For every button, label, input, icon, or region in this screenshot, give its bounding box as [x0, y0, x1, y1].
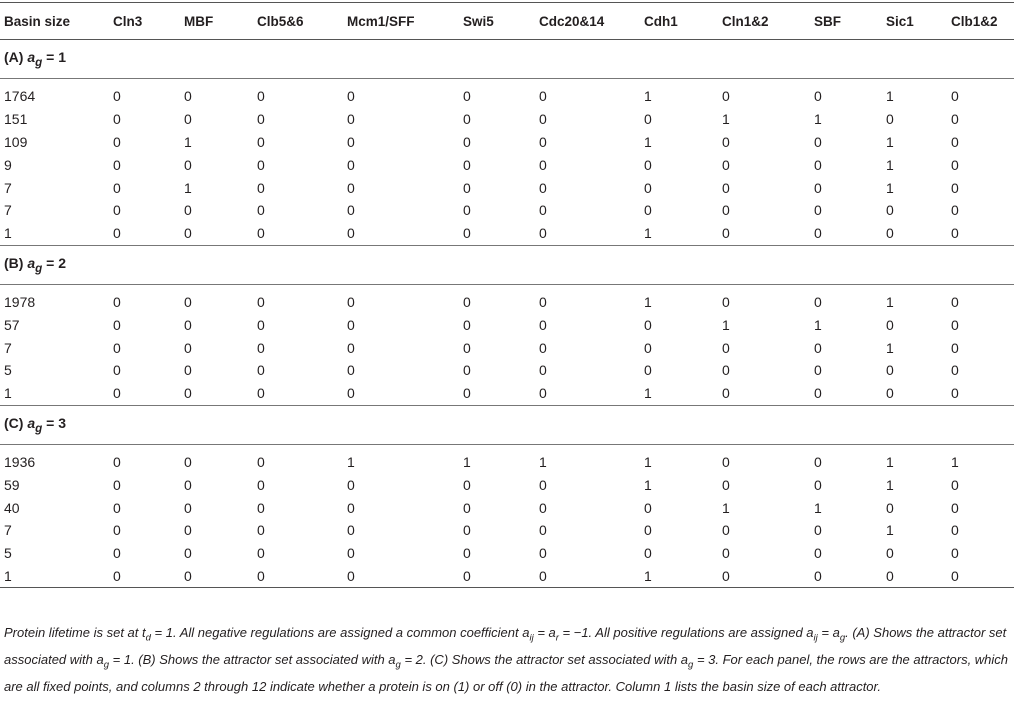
state-cell: 0 [539, 545, 547, 562]
table-row [0, 496, 1014, 519]
state-cell: 1 [644, 293, 652, 310]
state-cell: 0 [257, 133, 265, 150]
basin-size-cell: 1764 [4, 88, 36, 105]
state-cell: 0 [113, 476, 121, 493]
state-cell: 0 [347, 293, 355, 310]
section-label: (C) [4, 414, 28, 431]
state-cell: 0 [343, 565, 459, 588]
table-row [0, 473, 1014, 496]
state-cell: 0 [184, 453, 192, 470]
column-header: Cdh1 [640, 3, 718, 40]
state-cell: 0 [257, 522, 265, 539]
section-heading [0, 40, 1014, 79]
table-row [0, 565, 1014, 588]
state-cell: 1 [184, 133, 192, 150]
state-cell: 0 [814, 362, 822, 379]
state-cell: 0 [463, 225, 471, 242]
state-cell: 0 [722, 453, 730, 470]
state-cell: 0 [184, 385, 192, 402]
state-cell: 0 [184, 499, 192, 516]
state-cell: 0 [722, 385, 730, 402]
state-cell: 1 [644, 88, 652, 105]
table-row [0, 153, 1014, 176]
column-header: Sic1 [882, 3, 947, 40]
state-cell: 0 [257, 545, 265, 562]
state-cell: 0 [722, 202, 730, 219]
state-cell: 0 [644, 179, 652, 196]
state-cell: 0 [539, 156, 547, 173]
state-cell: 0 [463, 179, 471, 196]
state-cell: 0 [113, 362, 121, 379]
state-cell: 0 [644, 522, 652, 539]
state-cell: 0 [347, 499, 355, 516]
section-value: = 2 [42, 254, 66, 271]
state-cell: 0 [347, 316, 355, 333]
state-cell: 1 [814, 499, 822, 516]
state-cell: 0 [539, 339, 547, 356]
state-cell: 0 [257, 88, 265, 105]
state-cell: 0 [539, 133, 547, 150]
state-cell: 0 [539, 293, 547, 310]
state-cell: 0 [722, 156, 730, 173]
state-cell: 0 [347, 111, 355, 128]
table-row [0, 176, 1014, 199]
section-label: (A) [4, 49, 28, 66]
basin-size-cell: 57 [4, 316, 20, 333]
state-cell: 0 [951, 111, 959, 128]
state-cell: 0 [463, 522, 471, 539]
state-cell: 1 [722, 499, 730, 516]
state-cell: 0 [347, 476, 355, 493]
section-heading-row [0, 405, 1014, 444]
state-cell: 0 [644, 111, 652, 128]
state-cell: 0 [463, 385, 471, 402]
basin-size-cell: 1978 [4, 293, 36, 310]
table-row [0, 336, 1014, 359]
state-cell: 0 [722, 339, 730, 356]
state-cell: 0 [347, 179, 355, 196]
state-cell: 0 [113, 499, 121, 516]
state-cell: 0 [951, 385, 959, 402]
state-cell: 0 [347, 339, 355, 356]
table-row [0, 199, 1014, 222]
state-cell: 0 [644, 499, 652, 516]
state-cell: 0 [951, 179, 959, 196]
attractor-table [0, 2, 1014, 588]
state-cell: 0 [722, 293, 730, 310]
table-row [0, 519, 1014, 542]
state-cell: 0 [539, 88, 547, 105]
basin-size-cell: 1 [0, 565, 109, 588]
state-cell: 0 [184, 156, 192, 173]
basin-size-cell: 1 [4, 385, 12, 402]
state-cell: 0 [814, 339, 822, 356]
state-cell: 0 [184, 293, 192, 310]
state-cell: 0 [184, 88, 192, 105]
state-cell: 0 [814, 179, 822, 196]
state-cell: 0 [113, 293, 121, 310]
state-cell: 0 [951, 202, 959, 219]
state-cell: 0 [257, 111, 265, 128]
state-cell: 0 [644, 339, 652, 356]
state-cell: 0 [886, 316, 894, 333]
state-cell: 0 [463, 133, 471, 150]
state-cell: 0 [347, 362, 355, 379]
state-cell: 0 [722, 362, 730, 379]
state-cell: 0 [814, 133, 822, 150]
state-cell: 0 [257, 225, 265, 242]
basin-size-cell: 109 [4, 133, 28, 150]
state-cell: 0 [184, 111, 192, 128]
column-header: Cln3 [109, 3, 180, 40]
state-cell: 0 [463, 339, 471, 356]
table-row [0, 451, 1014, 474]
state-cell: 0 [539, 362, 547, 379]
state-cell: 0 [257, 202, 265, 219]
basin-size-cell: 40 [4, 499, 20, 516]
state-cell: 1 [644, 385, 652, 402]
state-cell: 0 [113, 316, 121, 333]
table-caption: Protein lifetime is set at $t_d = 1$. All negative regulations are assigned a common coefficient $a_{ij} = a_r = -1$. All positive regulations are assigned $a_{ij} = a_g$. (A) Shows the attractor set associated with $a_g = 1$. (B) Shows the attractor set associated with $a_g = 2$. (C) Shows the attractor set associated with $a_g = 3$. For each panel, the rows are the attractors, which are all fixed points, and columns 2 through 12 indicate whether a protein is on (1) or off (0) in the attractor. Column 1 lists the basin size of each attractor. [4, 625, 1009, 695]
state-cell: 0 [951, 156, 959, 173]
state-cell: 0 [951, 522, 959, 539]
state-cell: 0 [814, 225, 822, 242]
state-cell: 1 [640, 565, 718, 588]
state-cell: 0 [347, 225, 355, 242]
state-cell: 0 [886, 385, 894, 402]
state-cell: 0 [113, 545, 121, 562]
table-row [0, 542, 1014, 565]
state-cell: 1 [184, 179, 192, 196]
state-cell: 0 [722, 88, 730, 105]
state-cell: 0 [184, 522, 192, 539]
state-cell: 0 [257, 316, 265, 333]
section-value: = 3 [42, 414, 66, 431]
state-cell: 0 [951, 499, 959, 516]
section-variable: a [27, 254, 36, 271]
state-cell: 1 [886, 522, 894, 539]
state-cell: 1 [886, 293, 894, 310]
state-cell: 0 [113, 225, 121, 242]
state-cell: 0 [951, 316, 959, 333]
table-row [0, 85, 1014, 108]
column-header: Cdc20&14 [535, 3, 640, 40]
state-cell: 0 [463, 88, 471, 105]
state-cell: 0 [951, 225, 959, 242]
state-cell: 0 [951, 293, 959, 310]
state-cell: 0 [814, 202, 822, 219]
state-cell: 0 [253, 565, 343, 588]
table-row [0, 359, 1014, 382]
state-cell: 0 [113, 179, 121, 196]
state-cell: 0 [347, 88, 355, 105]
state-cell: 0 [257, 179, 265, 196]
state-cell: 0 [113, 522, 121, 539]
state-cell: 0 [347, 522, 355, 539]
table-row [0, 313, 1014, 336]
state-cell: 1 [347, 453, 355, 470]
state-cell: 1 [722, 111, 730, 128]
basin-size-cell: 151 [4, 111, 28, 128]
state-cell: 0 [535, 565, 640, 588]
table-row [0, 382, 1014, 405]
basin-size-cell: 7 [4, 522, 12, 539]
column-header: Clb1&2 [947, 3, 1014, 40]
state-cell: 0 [184, 339, 192, 356]
state-cell: 0 [463, 362, 471, 379]
state-cell: 0 [882, 565, 947, 588]
state-cell: 0 [951, 133, 959, 150]
state-cell: 0 [722, 545, 730, 562]
state-cell: 0 [459, 565, 535, 588]
state-cell: 0 [886, 545, 894, 562]
state-cell: 0 [113, 339, 121, 356]
table-body [0, 40, 1014, 588]
state-cell: 0 [463, 316, 471, 333]
state-cell: 0 [113, 156, 121, 173]
section-variable-subscript: g [35, 55, 43, 69]
state-cell: 1 [644, 133, 652, 150]
state-cell: 1 [644, 453, 652, 470]
state-cell: 0 [886, 202, 894, 219]
state-cell: 1 [722, 316, 730, 333]
section-value: = 1 [42, 49, 66, 66]
state-cell: 0 [257, 362, 265, 379]
state-cell: 0 [257, 385, 265, 402]
state-cell: 0 [347, 202, 355, 219]
basin-size-cell: 5 [4, 545, 12, 562]
state-cell: 0 [718, 565, 810, 588]
state-cell: 0 [257, 476, 265, 493]
state-cell: 0 [463, 111, 471, 128]
state-cell: 0 [113, 133, 121, 150]
section-variable-subscript: g [35, 421, 43, 435]
table-row [0, 108, 1014, 131]
state-cell: 1 [886, 339, 894, 356]
state-cell: 0 [722, 225, 730, 242]
state-cell: 0 [539, 202, 547, 219]
basin-size-cell: 1936 [4, 453, 36, 470]
state-cell: 0 [886, 499, 894, 516]
state-cell: 0 [722, 133, 730, 150]
state-cell: 0 [951, 339, 959, 356]
state-cell: 0 [463, 156, 471, 173]
state-cell: 0 [347, 545, 355, 562]
section-variable: a [27, 49, 36, 66]
state-cell: 1 [886, 453, 894, 470]
state-cell: 0 [347, 133, 355, 150]
state-cell: 0 [113, 385, 121, 402]
state-cell: 0 [180, 565, 253, 588]
state-cell: 0 [814, 293, 822, 310]
state-cell: 0 [463, 545, 471, 562]
section-heading-row [0, 40, 1014, 79]
section-heading-row [0, 245, 1014, 284]
state-cell: 1 [463, 453, 471, 470]
state-cell: 0 [184, 316, 192, 333]
state-cell: 0 [539, 179, 547, 196]
state-cell: 0 [257, 453, 265, 470]
column-header: Mcm1/SFF [343, 3, 459, 40]
state-cell: 0 [644, 316, 652, 333]
state-cell: 1 [644, 225, 652, 242]
state-cell: 1 [644, 476, 652, 493]
basin-size-cell: 59 [4, 476, 20, 493]
table-row [0, 222, 1014, 245]
state-cell: 0 [257, 156, 265, 173]
state-cell: 0 [463, 202, 471, 219]
state-cell: 0 [539, 111, 547, 128]
state-cell: 0 [951, 545, 959, 562]
state-cell: 0 [886, 111, 894, 128]
column-header: Basin size [0, 3, 109, 40]
section-heading [0, 405, 1014, 444]
state-cell: 0 [814, 545, 822, 562]
state-cell: 1 [886, 88, 894, 105]
header-row [0, 3, 1014, 40]
state-cell: 0 [644, 362, 652, 379]
section-variable: a [27, 414, 36, 431]
state-cell: 0 [463, 293, 471, 310]
state-cell: 0 [539, 316, 547, 333]
state-cell: 1 [951, 453, 959, 470]
state-cell: 0 [109, 565, 180, 588]
section-heading [0, 245, 1014, 284]
state-cell: 0 [257, 293, 265, 310]
basin-size-cell: 1 [4, 225, 12, 242]
state-cell: 0 [539, 476, 547, 493]
state-cell: 0 [184, 362, 192, 379]
state-cell: 0 [184, 545, 192, 562]
state-cell: 0 [951, 88, 959, 105]
state-cell: 0 [814, 476, 822, 493]
state-cell: 1 [886, 476, 894, 493]
state-cell: 0 [113, 202, 121, 219]
state-cell: 0 [722, 179, 730, 196]
state-cell: 0 [722, 476, 730, 493]
state-cell: 1 [886, 156, 894, 173]
state-cell: 0 [947, 565, 1014, 588]
section-variable-subscript: g [35, 261, 43, 275]
column-header: SBF [810, 3, 882, 40]
state-cell: 0 [722, 522, 730, 539]
section-label: (B) [4, 254, 28, 271]
basin-size-cell: 9 [4, 156, 12, 173]
state-cell: 0 [463, 476, 471, 493]
state-cell: 0 [951, 476, 959, 493]
state-cell: 0 [644, 545, 652, 562]
state-cell: 0 [810, 565, 882, 588]
column-header: MBF [180, 3, 253, 40]
state-cell: 0 [886, 225, 894, 242]
column-header: Cln1&2 [718, 3, 810, 40]
state-cell: 0 [814, 88, 822, 105]
state-cell: 0 [814, 522, 822, 539]
state-cell: 0 [113, 453, 121, 470]
state-cell: 0 [886, 362, 894, 379]
state-cell: 0 [184, 476, 192, 493]
column-header: Clb5&6 [253, 3, 343, 40]
basin-size-cell: 7 [4, 339, 12, 356]
state-cell: 0 [184, 225, 192, 242]
state-cell: 1 [539, 453, 547, 470]
state-cell: 0 [539, 499, 547, 516]
state-cell: 0 [644, 202, 652, 219]
state-cell: 1 [886, 133, 894, 150]
state-cell: 0 [539, 522, 547, 539]
state-cell: 0 [257, 339, 265, 356]
state-cell: 0 [113, 88, 121, 105]
state-cell: 0 [644, 156, 652, 173]
state-cell: 1 [814, 111, 822, 128]
state-cell: 0 [184, 202, 192, 219]
basin-size-cell: 7 [4, 202, 12, 219]
table-row [0, 291, 1014, 314]
state-cell: 0 [814, 156, 822, 173]
state-cell: 0 [951, 362, 959, 379]
state-cell: 1 [814, 316, 822, 333]
state-cell: 0 [113, 111, 121, 128]
state-cell: 0 [814, 453, 822, 470]
column-header: Swi5 [459, 3, 535, 40]
state-cell: 1 [886, 179, 894, 196]
state-cell: 0 [463, 499, 471, 516]
basin-size-cell: 5 [4, 362, 12, 379]
state-cell: 0 [539, 225, 547, 242]
state-cell: 0 [814, 385, 822, 402]
table-row [0, 131, 1014, 154]
state-cell: 0 [347, 156, 355, 173]
state-cell: 0 [347, 385, 355, 402]
basin-size-cell: 7 [4, 179, 12, 196]
state-cell: 0 [539, 385, 547, 402]
state-cell: 0 [257, 499, 265, 516]
